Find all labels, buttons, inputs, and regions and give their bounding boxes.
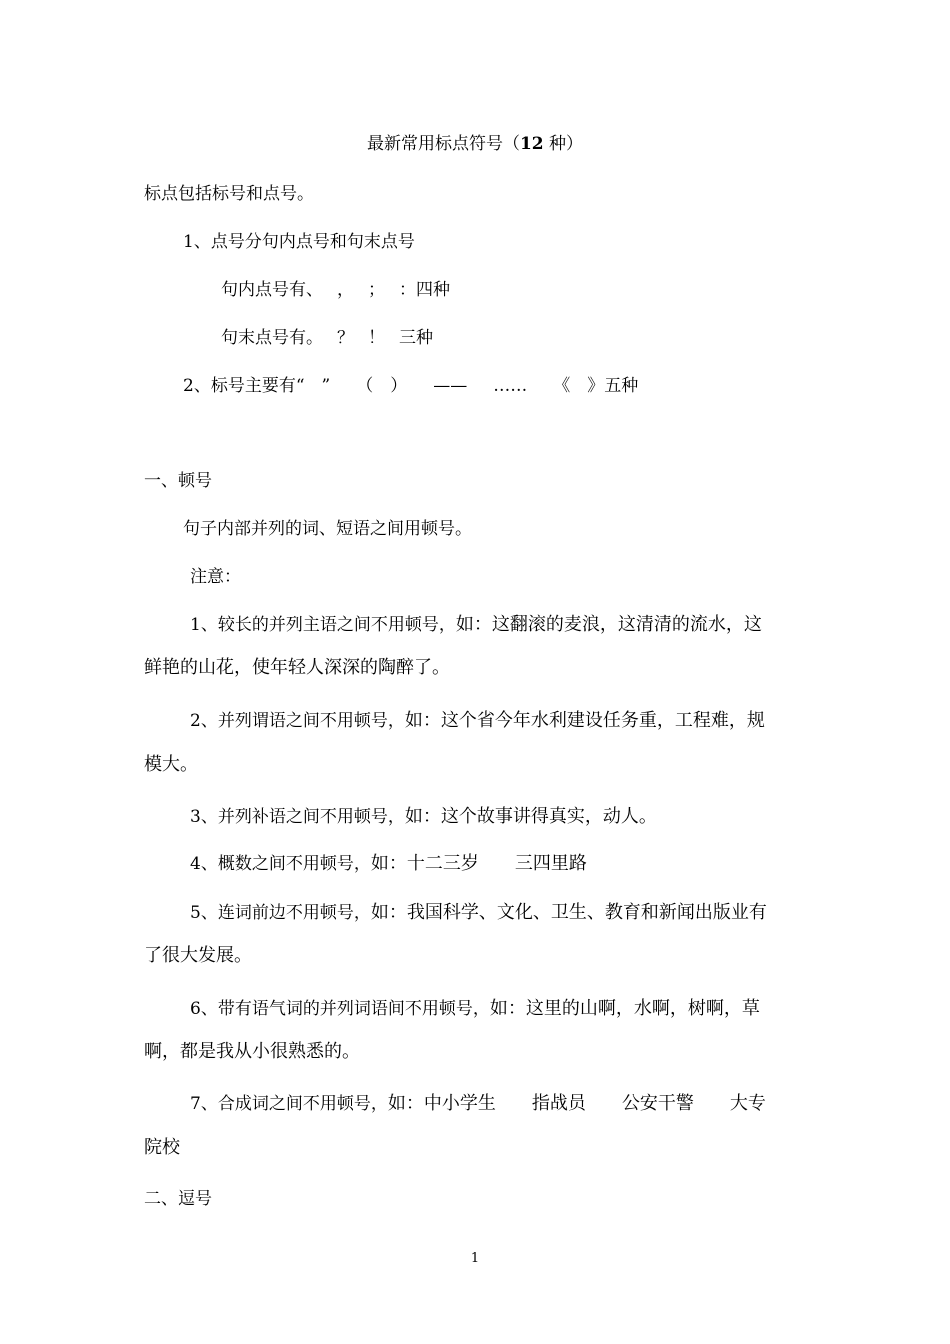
- point-1: 1、点号分句内点号和句末点号: [183, 232, 415, 252]
- rule-6-continuation: 啊，都是我从小很熟悉的。: [144, 1041, 360, 1062]
- point-1-inner-marks: [221, 279, 450, 301]
- rule-3: [190, 806, 657, 828]
- rule-4-lead: 4、概数之间不用顿号，: [190, 854, 371, 874]
- rule-3-lead: 3、并列补语之间不用顿号，: [190, 807, 405, 827]
- rule-5-continuation: 了很大发展。: [144, 945, 252, 966]
- mark-wenhao: ？: [337, 328, 354, 348]
- point-1-end-marks: [221, 327, 433, 349]
- mark-fenhao: ；: [368, 280, 385, 300]
- rule-7-continuation: 院校: [144, 1137, 180, 1158]
- point-2: [183, 375, 638, 397]
- rule-7-example: 如：中小学生: [387, 1093, 496, 1114]
- rule-7-word-2: 公安干警: [621, 1093, 694, 1114]
- rule-1-lead: 1、较长的并列主语之间不用顿号，: [190, 615, 456, 635]
- rule-1-continuation: 鲜艳的山花，使年轻人深深的陶醉了。: [144, 657, 450, 678]
- inner-marks-label: 句内点号有: [221, 280, 306, 300]
- mark-tanhao: ！: [368, 328, 385, 348]
- rule-2-continuation: 模大。: [144, 754, 198, 775]
- rule-1-example: 如：这翻滚的麦浪，这清清的流水，这: [455, 614, 762, 635]
- rule-7-word-3: 大专: [729, 1093, 766, 1114]
- mark-yinhao: “ ”: [295, 376, 331, 396]
- rule-7-word-1: 指战员: [531, 1093, 586, 1114]
- rule-2: [190, 710, 765, 732]
- rule-4: [190, 853, 587, 875]
- inner-marks-count: 四种: [416, 280, 450, 300]
- mark-shengluehao: ……: [493, 376, 528, 396]
- section-1-heading: 一、顿号: [144, 471, 212, 491]
- rule-3-example: 如：这个故事讲得真实，动人。: [404, 806, 657, 827]
- rule-2-lead: 2、并列谓语之间不用顿号，: [190, 711, 405, 731]
- rule-5: [190, 902, 767, 924]
- section-2-heading: 二、逗号: [144, 1189, 212, 1209]
- intro-text: 标点包括标号和点号。: [144, 184, 314, 204]
- mark-shuminghao: 《 》五种: [553, 376, 639, 396]
- mark-douhao: ，: [337, 280, 354, 300]
- end-marks-count: 三种: [399, 328, 433, 348]
- rule-7: [190, 1093, 766, 1115]
- rule-5-lead: 5、连词前边不用顿号，: [190, 903, 371, 923]
- title-number: 12: [519, 134, 544, 154]
- rule-6-lead: 6、带有语气词的并列词语间不用顿号，: [190, 999, 490, 1019]
- rule-6-example: 如：这里的山啊，水啊，树啊，草: [489, 998, 760, 1019]
- rule-6: [190, 998, 760, 1020]
- mark-dunhao: 、: [306, 280, 323, 300]
- end-marks-label: 句末点号有: [221, 328, 306, 348]
- point-2-label: 2、标号主要有: [183, 376, 296, 396]
- section-1-note: 注意：: [190, 567, 241, 587]
- rule-7-lead: 7、合成词之间不用顿号，: [190, 1094, 388, 1114]
- mark-juhao: 。: [306, 328, 323, 348]
- mark-pozhehao: ——: [433, 376, 468, 396]
- rule-2-example: 如：这个省今年水利建设任务重，工程难，规: [404, 710, 765, 731]
- document-title: [0, 133, 950, 155]
- section-1-description: 句子内部并列的词、短语之间用顿号。: [183, 519, 472, 539]
- rule-1: [190, 614, 762, 636]
- rule-4-example-2: 三四里路: [514, 853, 587, 874]
- page-number: 1: [470, 1251, 480, 1266]
- title-prefix: 最新常用标点符号（: [366, 134, 520, 154]
- title-suffix: 种）: [543, 134, 584, 154]
- rule-5-example: 如：我国科学、文化、卫生、教育和新闻出版业有: [370, 902, 767, 923]
- mark-maohao: ：: [399, 280, 416, 300]
- rule-4-example: 如：十二三岁: [370, 853, 479, 874]
- mark-kuohao: （ ）: [356, 376, 408, 396]
